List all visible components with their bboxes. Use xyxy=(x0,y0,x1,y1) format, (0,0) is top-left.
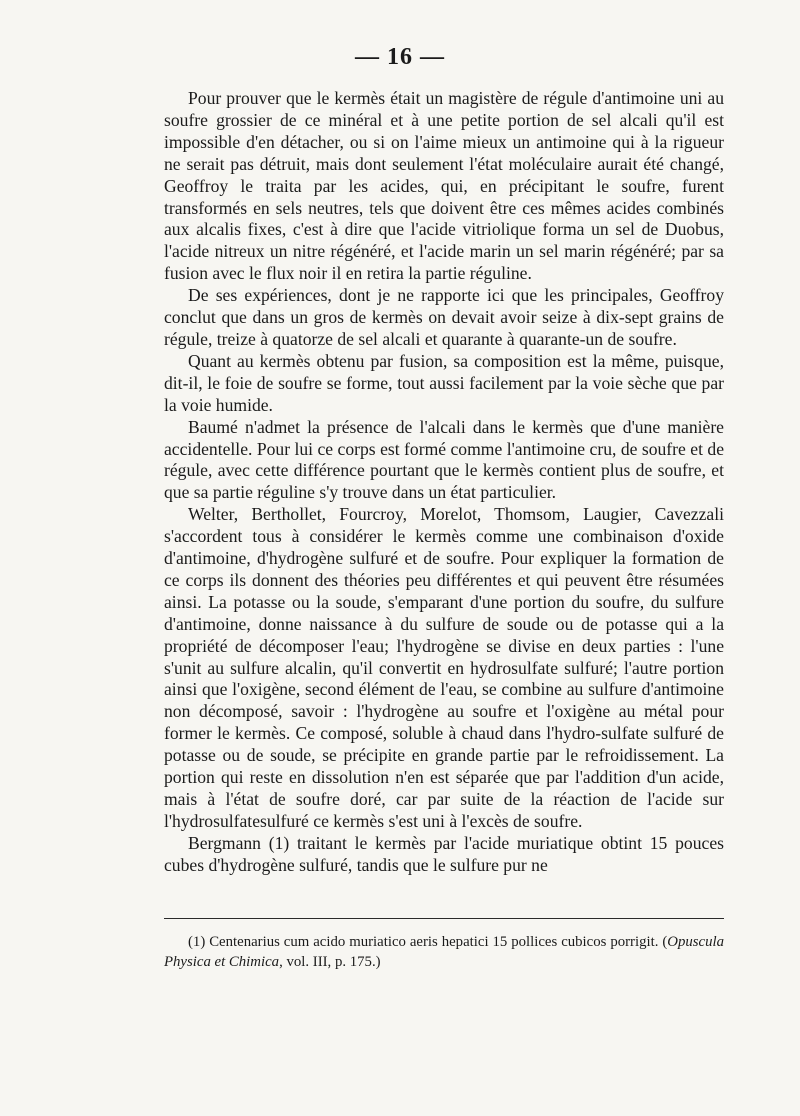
footnote xyxy=(164,932,724,972)
paragraph-2: De ses expériences, dont je ne rapporte ici que les principales, Geoffroy conclut que dans un gros de kermès on devait avoir seize à dix-sept grains de régule, treize à quatorze de sel alcali et quarante à quarante-un de soufre. xyxy=(164,285,724,349)
paragraph-4: Baumé n'admet la présence de l'alcali dans le kermès que d'une manière accidentelle. Pour lui ce corps est formé comme l'antimoine cru, de soufre et de régule, avec cette différence pourtant que le kermès contient plus de soufre, et que sa partie réguline s'y trouve dans un état particulier. xyxy=(164,416,724,503)
footnote-divider xyxy=(164,918,724,919)
page-number: — 16 — xyxy=(355,44,445,70)
paragraph-5: Welter, Berthollet, Fourcroy, Morelot, Thomsom, Laugier, Cavezzali s'accordent tous à considérer le kermès comme une combinaison d'oxide d'antimoine, d'hydrogène sulfuré et de soufre. Pour expliquer la formation de ce corps ils donnent des théories peu différentes et qui peuvent être résumées ainsi. La potasse ou la soude, s'emparant d'une portion du soufre, du sulfure d'antimoine, donne naissance à du sulfure de soude ou de potasse qui a la propriété de décomposer l'eau; l'hydrogène se divise en deux parties : l'une s'unit au sulfure alcalin, qu'il convertit en hydrosulfate sulfuré; l'autre portion ainsi que l'oxigène, second élément de l'eau, se combine au sulfure d'antimoine non décomposé, savoir : l'hydrogène au soufre et l'oxigène au métal pour former le kermès. Ce composé, soluble à chaud dans l'hydro-sulfate sulfuré de potasse ou de soude, se précipite en grande partie par le refroidissement. La portion qui reste en dissolution n'en est séparée que par l'addition d'un acide, mais à l'état de soufre doré, car par suite de la réaction de l'acide sur l'hydrosulfatesulfuré ce kermès s'est uni à l'excès de soufre. xyxy=(164,504,724,831)
paragraph-3: Quant au kermès obtenu par fusion, sa composition est la même, puisque, dit-il, le foie de soufre se forme, tout aussi facilement par la voie sèche que par la voie humide. xyxy=(164,350,724,415)
paragraph-1: Pour prouver que le kermès était un magistère de régule d'antimoine uni au soufre grossier de ce minéral et à une petite portion de sel alcali qu'il est impossible d'en détacher, ou si on l'aime mieux un antimoine qui à la rigueur ne serait pas détruit, mais dont seulement l'état moléculaire aurait été changé, Geoffroy le traita par les acides, qui, en précipitant le soufre, furent transformés en sels neutres, tels que doivent être ces mêmes acides combinés aux alcalis fixes, c'est à dire que l'acide vitriolique forma un sel de Duobus, l'acide nitreux un nitre régénéré, et l'acide marin un sel marin régénéré; par sa fusion avec le flux noir il en retira la partie réguline. xyxy=(164,88,724,284)
body-text xyxy=(164,88,724,877)
footnote-ref: , vol. III, p. 175.) xyxy=(279,954,381,970)
footnote-source: Opuscula Physica et Chimica xyxy=(164,934,724,970)
paragraph-6: Bergmann (1) traitant le kermès par l'acide muriatique obtint 15 pouces cubes d'hydrogène sulfuré, tandis que le sulfure pur ne xyxy=(164,832,724,875)
footnote-text: (1) Centenarius cum acido muriatico aeris hepatici 15 pollices cubicos porrigit. ( xyxy=(188,934,668,950)
